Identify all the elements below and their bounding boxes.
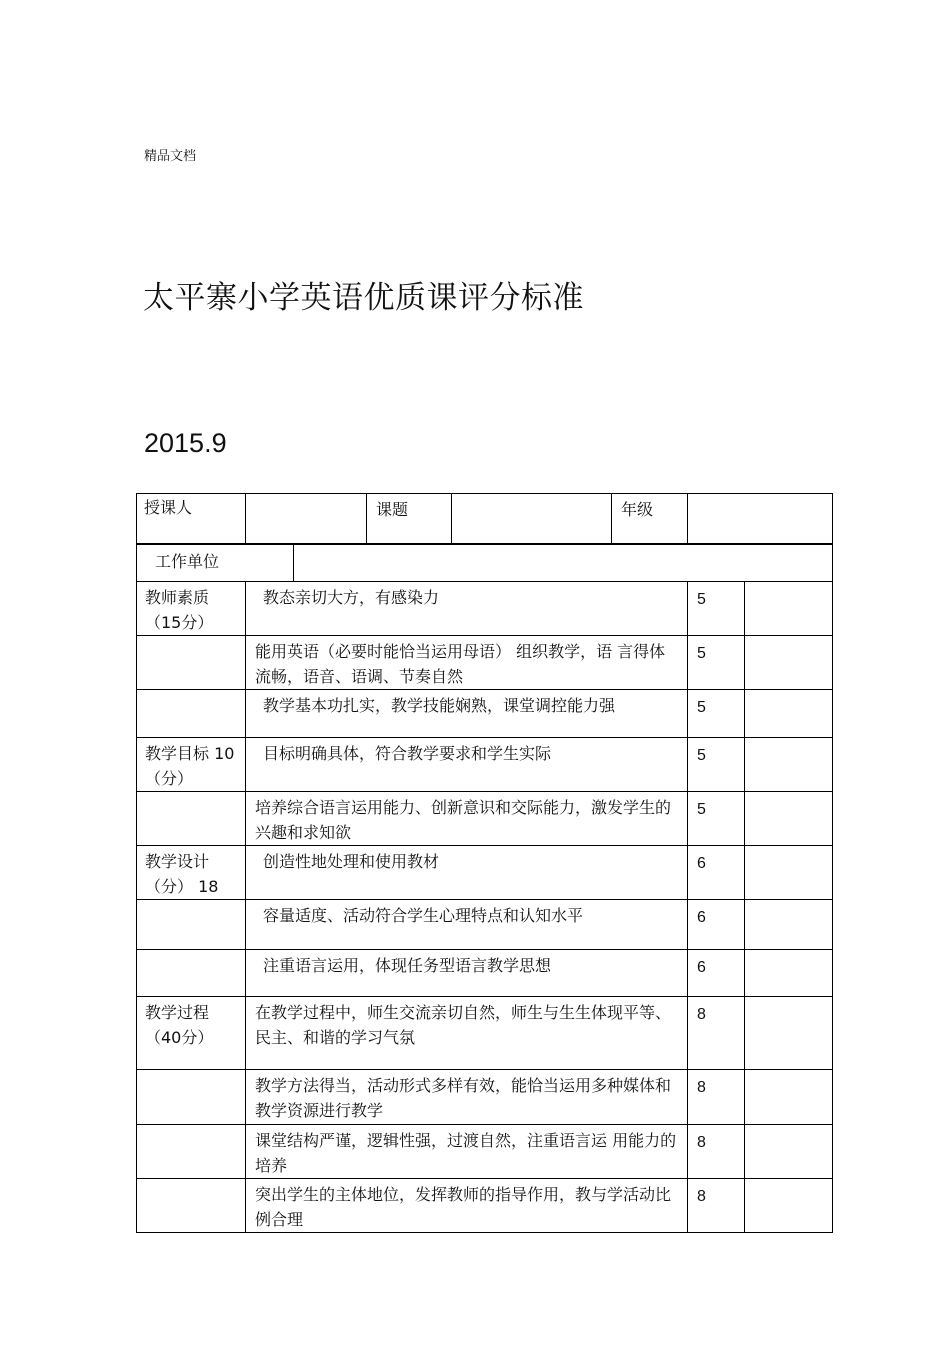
grade-label: 年级 [612,494,688,545]
criterion-cell: 能用英语（必要时能恰当运用母语） 组织教学，语 言得体流畅，语音、语调、节奏自然 [246,636,688,690]
criterion-cell: 教学方法得当，活动形式多样有效，能恰当运用多种媒体和教学资源进行教学 [246,1070,688,1125]
category-cell [137,900,246,950]
category-cell [137,1179,246,1233]
score-cell: 5 [688,636,745,690]
header-note: 精品文档 [144,149,197,164]
document-date: 2015.9 [144,428,227,458]
criteria-row [137,900,833,950]
unit-value [294,544,833,582]
teacher-value [246,494,367,545]
score-cell: 5 [688,792,745,846]
criterion-cell: 培养综合语言运用能力、创新意识和交际能力，激发学生的兴趣和求知欲 [246,792,688,846]
score-cell: 6 [688,950,745,997]
awarded-score-cell [745,846,833,900]
criterion-cell: 容量适度、活动符合学生心理特点和认知水平 [246,900,688,950]
score-cell: 8 [688,1070,745,1125]
teacher-label: 授课人 [137,494,246,545]
criteria-row [137,1179,833,1233]
scoring-table [136,581,833,1233]
category-cell [137,792,246,846]
score-cell: 8 [688,1179,745,1233]
awarded-score-cell [745,582,833,636]
topic-label: 课题 [367,494,452,545]
criteria-row [137,582,833,636]
awarded-score-cell [745,950,833,997]
criteria-row [137,950,833,997]
score-cell: 8 [688,997,745,1070]
document-title: 太平寨小学英语优质课评分标准 [143,280,584,316]
criteria-row [137,738,833,792]
criterion-cell: 在教学过程中，师生交流亲切自然，师生与生生体现平等、民主、和谐的学习气氛 [246,997,688,1070]
category-cell [137,636,246,690]
unit-label: 工作单位 [137,544,294,582]
awarded-score-cell [745,1179,833,1233]
topic-value [452,494,612,545]
criteria-row [137,846,833,900]
criteria-row [137,997,833,1070]
score-cell: 8 [688,1125,745,1179]
unit-table [136,543,833,582]
category-cell: 教学目标 10（分） [137,738,246,792]
awarded-score-cell [745,738,833,792]
criterion-cell: 目标明确具体，符合教学要求和学生实际 [246,738,688,792]
criteria-row [137,1125,833,1179]
criteria-row [137,792,833,846]
info-table [136,493,833,545]
category-cell [137,1125,246,1179]
criteria-row [137,1070,833,1125]
criterion-cell: 教学基本功扎实，教学技能娴熟，课堂调控能力强 [246,690,688,738]
awarded-score-cell [745,997,833,1070]
criterion-cell: 创造性地处理和使用教材 [246,846,688,900]
awarded-score-cell [745,636,833,690]
awarded-score-cell [745,900,833,950]
criterion-cell: 注重语言运用，体现任务型语言教学思想 [246,950,688,997]
category-cell: 教学设计（分） 18 [137,846,246,900]
category-cell [137,950,246,997]
awarded-score-cell [745,1070,833,1125]
criterion-cell: 突出学生的主体地位，发挥教师的指导作用，教与学活动比例合理 [246,1179,688,1233]
criteria-row [137,690,833,738]
score-cell: 5 [688,690,745,738]
awarded-score-cell [745,792,833,846]
score-cell: 6 [688,900,745,950]
grade-value [688,494,833,545]
awarded-score-cell [745,690,833,738]
score-cell: 5 [688,582,745,636]
category-cell [137,1070,246,1125]
category-cell [137,690,246,738]
score-cell: 6 [688,846,745,900]
category-cell: 教学过程（40分） [137,997,246,1070]
score-cell: 5 [688,738,745,792]
criteria-row [137,636,833,690]
category-cell: 教师素质（15分） [137,582,246,636]
criterion-cell: 教态亲切大方，有感染力 [246,582,688,636]
criterion-cell: 课堂结构严谨，逻辑性强，过渡自然，注重语言运 用能力的培养 [246,1125,688,1179]
awarded-score-cell [745,1125,833,1179]
